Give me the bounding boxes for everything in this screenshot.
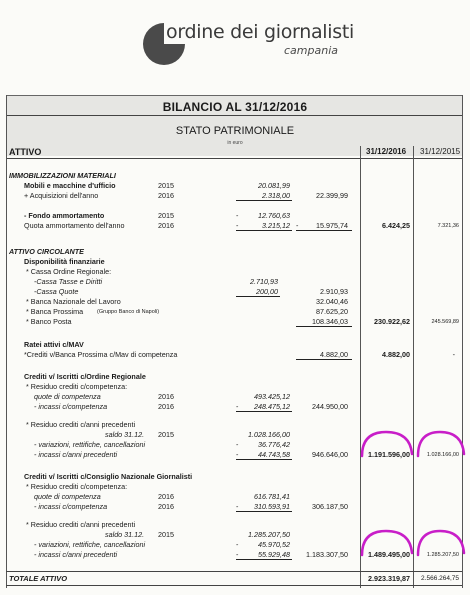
row-sign: - — [296, 221, 299, 230]
row-label: * Banco Posta — [26, 317, 72, 326]
row-value: 248.475,12 — [254, 402, 290, 411]
page-title: BILANCIO AL 31/12/2016 — [162, 100, 308, 114]
row-label: Mobili e macchine d'ufficio — [24, 181, 116, 190]
row-sign: - — [236, 540, 239, 549]
row-value: 1.285.207,50 — [248, 530, 290, 539]
row-label: Crediti v/ Iscritti c/Consiglio Nazionale Giornalisti — [24, 472, 193, 481]
row-value: 36.776,42 — [258, 440, 290, 449]
row-total: 6.424,25 — [382, 221, 410, 230]
row-label: * Residuo crediti c/competenza: — [26, 382, 128, 391]
row-sign: - — [236, 221, 239, 230]
row-sign: - — [236, 550, 239, 559]
divider — [6, 115, 462, 116]
underline — [236, 230, 292, 231]
row-label: * Residuo crediti c/anni precedenti — [26, 520, 136, 529]
row-sign: - — [236, 450, 239, 459]
row-label: - incassi c/competenza — [34, 502, 108, 511]
row-subtotal: 87.625,20 — [316, 307, 348, 316]
row-year: 2015 — [158, 430, 174, 439]
row-total: 4.882,00 — [382, 350, 410, 359]
total-label: TOTALE ATTIVO — [9, 574, 68, 583]
row-label: - incassi c/anni precedenti — [34, 550, 118, 559]
column-head-section: ATTIVO — [9, 147, 42, 157]
row-label: -Cassa Tasse e Diritti — [34, 277, 103, 286]
row-subtotal: 108.346,03 — [312, 317, 348, 326]
divider — [6, 158, 462, 159]
annotation-arc — [356, 426, 416, 460]
row-subtotal: 946.646,00 — [312, 450, 348, 459]
row-subtotal: 32.040,46 — [316, 297, 348, 306]
divider — [6, 585, 462, 586]
row-subtotal: 15.975,74 — [316, 221, 348, 230]
row-label: * Residuo crediti c/anni precedenti — [26, 420, 136, 429]
annotation-arc — [414, 525, 470, 559]
section-heading: IMMOBILIZZAZIONI MATERIALI — [9, 171, 116, 180]
row-value: 310.593,91 — [254, 502, 290, 511]
row-subtotal: 4.882,00 — [320, 350, 348, 359]
row-label: saldo 31.12. — [105, 530, 145, 539]
row-label: quote di competenza — [34, 492, 101, 501]
row-sign: - — [236, 402, 239, 411]
row-year: 2016 — [158, 392, 174, 401]
row-year: 2016 — [158, 402, 174, 411]
column-head-2016: 31/12/2016 — [366, 147, 407, 156]
total-prev-year: 2.566.264,75 — [421, 575, 459, 582]
row-label: -Cassa Quote — [34, 287, 79, 296]
row-label: *Crediti v/Banca Prossima c/Mav di competenza — [24, 350, 178, 359]
row-total: 1.191.596,00 — [368, 450, 410, 459]
row-sign: - — [236, 440, 239, 449]
row-sign: - — [236, 211, 239, 220]
annotation-arc — [356, 525, 416, 559]
underline — [296, 326, 352, 327]
row-label: - incassi c/anni precedenti — [34, 450, 118, 459]
table-border — [6, 95, 7, 588]
row-total: 1.489.495,00 — [368, 550, 410, 559]
row-year: 2015 — [158, 181, 174, 190]
column-divider — [360, 146, 361, 588]
table-border — [462, 95, 463, 588]
row-value: 44.743,58 — [258, 450, 290, 459]
row-label: quote di competenza — [34, 392, 101, 401]
unit-label: in euro — [227, 140, 243, 146]
row-note: (Gruppo Banco di Napoli) — [97, 309, 160, 315]
row-label: * Banca Nazionale del Lavoro — [26, 297, 121, 306]
row-year: 2016 — [158, 492, 174, 501]
row-value: 2.710,93 — [250, 277, 278, 286]
row-label: Disponibilità finanziarie — [24, 257, 105, 266]
row-label: Quota ammortamento dell'anno — [24, 221, 125, 230]
row-value: 1.028.166,00 — [248, 430, 290, 439]
row-label: Ratei attivi c/MAV — [24, 340, 84, 349]
row-label: - incassi c/competenza — [34, 402, 108, 411]
row-prev-year: 1.285.207,50 — [426, 552, 459, 558]
row-prev-year: 1.028.166,00 — [426, 452, 459, 458]
row-value: 493.425,12 — [254, 392, 290, 401]
row-prev-year: 7.321,36 — [437, 223, 459, 229]
underline — [236, 200, 292, 201]
logo-title: ordine dei giornalisti — [166, 21, 354, 43]
underline — [296, 230, 352, 231]
row-year: 2016 — [158, 191, 174, 200]
underline — [236, 511, 292, 512]
underline — [236, 459, 292, 460]
row-subtotal: 244.950,00 — [312, 402, 348, 411]
section-title: STATO PATRIMONIALE — [175, 125, 295, 137]
column-head-2015: 31/12/2015 — [420, 147, 461, 156]
row-label: * Residuo crediti c/competenza: — [26, 482, 128, 491]
row-subtotal: 306.187,50 — [312, 502, 348, 511]
row-prev-year: 245.569,89 — [431, 319, 459, 325]
row-total: 230.922,62 — [374, 317, 410, 326]
row-year: 2016 — [158, 502, 174, 511]
row-value: 200,00 — [256, 287, 278, 296]
row-year: 2016 — [158, 221, 174, 230]
underline — [236, 411, 292, 412]
row-value: 3.215,12 — [262, 221, 290, 230]
row-label: + Acquisizioni dell'anno — [24, 191, 99, 200]
row-value: 45.970,52 — [258, 540, 290, 549]
divider — [6, 571, 462, 572]
row-sign: - — [236, 502, 239, 511]
row-prev-year: - — [452, 350, 455, 359]
logo-subtitle: campania — [284, 44, 338, 57]
underline — [236, 296, 280, 297]
row-label: - Fondo ammortamento — [24, 211, 105, 220]
total-value: 2.923.319,87 — [368, 574, 410, 583]
row-value: 2.318,00 — [262, 191, 290, 200]
underline — [236, 559, 292, 560]
column-divider — [413, 146, 414, 588]
underline — [296, 359, 352, 360]
row-label: Crediti v/ Iscritti c/Ordine Regionale — [24, 372, 146, 381]
row-subtotal: 22.399,99 — [316, 191, 348, 200]
row-year: 2015 — [158, 530, 174, 539]
row-subtotal: 2.910,93 — [320, 287, 348, 296]
row-subtotal: 1.183.307,50 — [306, 550, 348, 559]
row-label: * Cassa Ordine Regionale: — [26, 267, 112, 276]
row-label: - variazioni, rettifiche, cancellazioni — [34, 440, 146, 449]
row-label: - variazioni, rettifiche, cancellazioni — [34, 540, 146, 549]
row-value: 20.081,99 — [258, 181, 290, 190]
annotation-arc — [414, 426, 470, 460]
section-heading: ATTIVO CIRCOLANTE — [9, 247, 84, 256]
row-value: 55.929,48 — [258, 550, 290, 559]
row-label: saldo 31.12. — [105, 430, 145, 439]
row-label: * Banca Prossima — [26, 307, 84, 316]
row-value: 12.760,63 — [258, 211, 290, 220]
row-year: 2015 — [158, 211, 174, 220]
row-value: 616.781,41 — [254, 492, 290, 501]
